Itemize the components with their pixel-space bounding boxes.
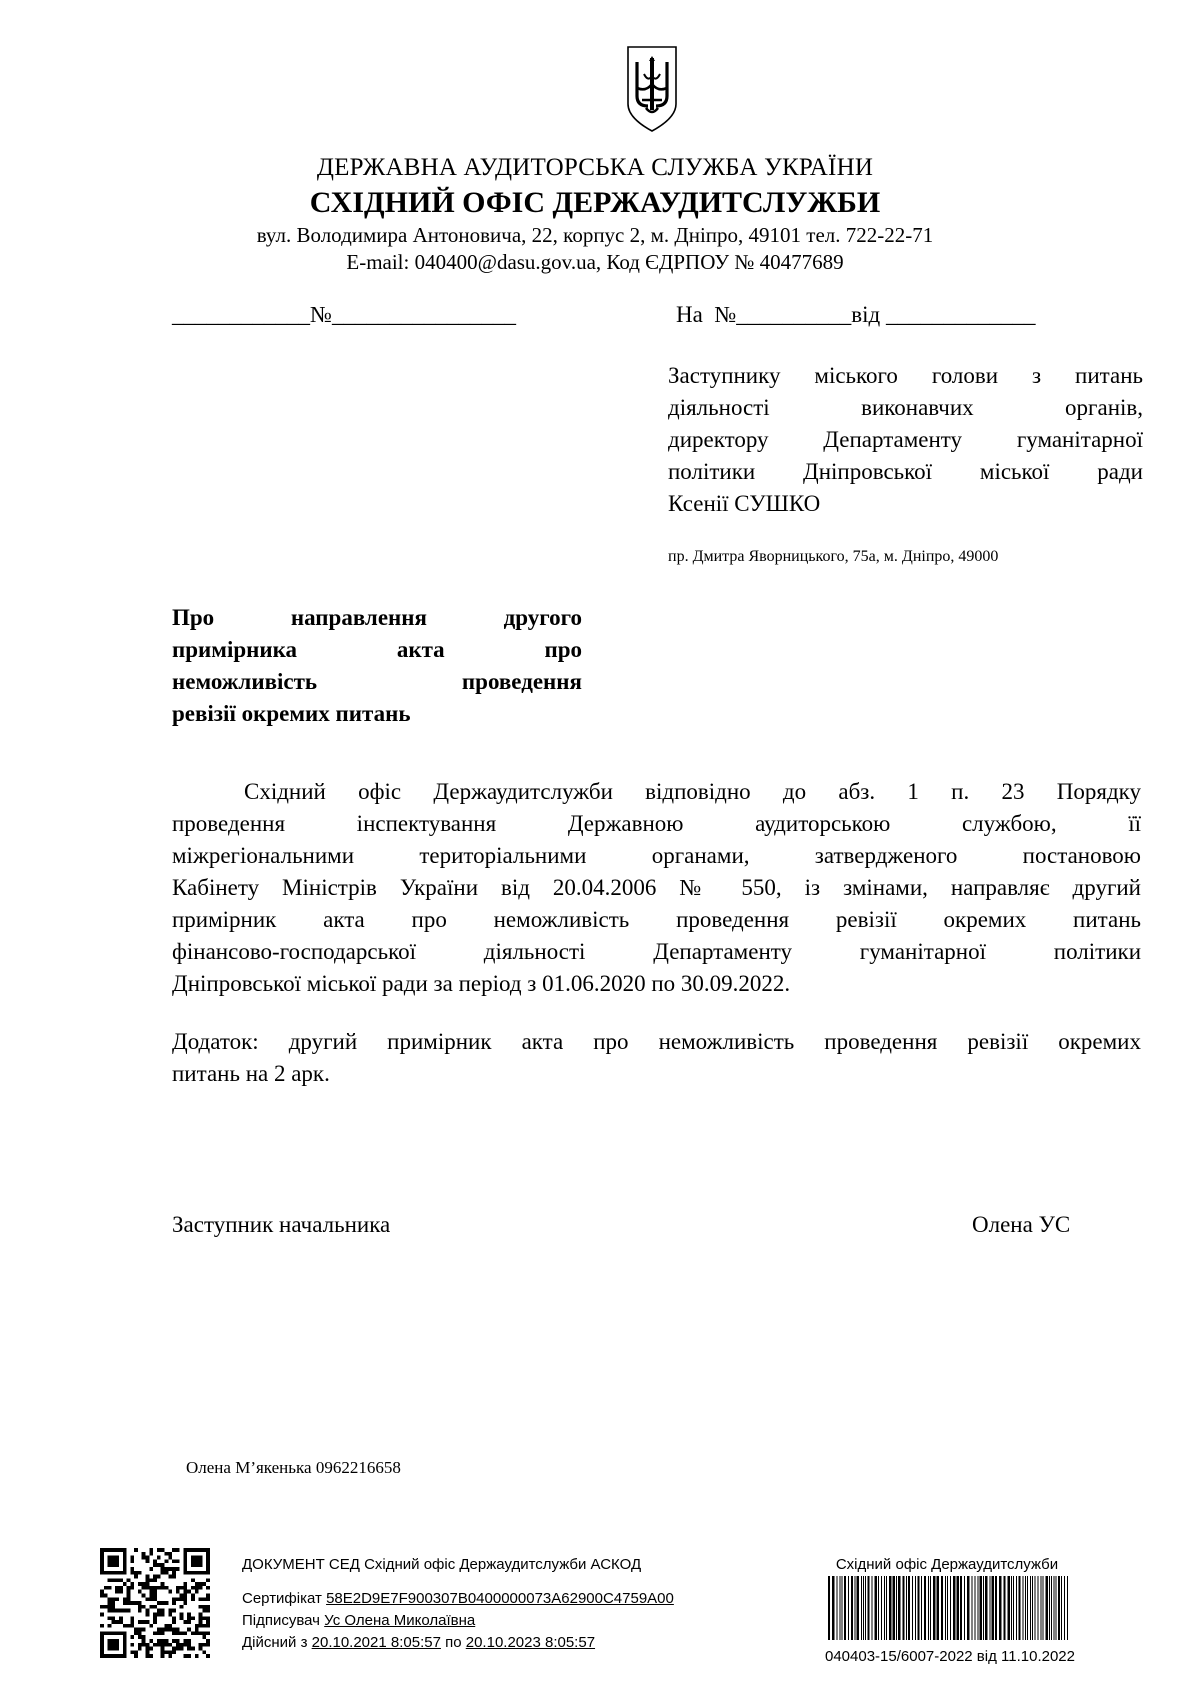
body-line: Східний офіс Держаудитслужби відповідно до абз. 1 п. 23 Порядку (244, 779, 1141, 804)
addressee-line: Ксенії СУШКО (668, 491, 821, 516)
sed-valid-to-label: по (445, 1634, 462, 1651)
body-line: Дніпровської міської ради за період з 01.06.2020 по 30.09.2022. (172, 971, 791, 996)
subject-line: ревізії окремих питань (172, 701, 411, 726)
body-line: міжрегіональними територіальними органами, затвердженого постановою (172, 843, 1141, 868)
attachment-paragraph (172, 1026, 1141, 1090)
office-address: вул. Володимира Антоновича, 22, корпус 2, м. Дніпро, 49101 тел. 722-22-71 (256, 223, 934, 247)
incoming-number-line: На №__________від _____________ (676, 302, 1036, 327)
addressee-block (668, 360, 1143, 520)
addressee-line: діяльності виконавчих органів, (668, 395, 1143, 420)
office-name: СХІДНИЙ ОФІС ДЕРЖАУДИТСЛУЖБИ (309, 186, 881, 219)
sed-validity (242, 1634, 595, 1651)
body-line: фінансово-господарської діяльності Департаменту гуманітарної політики (172, 939, 1141, 964)
sed-valid-from-label: Дійсний з (242, 1634, 308, 1651)
attachment-line: питань на 2 арк. (172, 1061, 330, 1086)
trident-emblem-icon (624, 44, 680, 134)
qr-code-icon (100, 1548, 210, 1658)
sed-signer-value: Ус Олена Миколаївна (324, 1612, 476, 1629)
barcode-org: Східний офіс Держаудитслужби (835, 1556, 1059, 1573)
addressee-line: політики Дніпровської міської ради (668, 459, 1143, 484)
signatory-name: Олена УС (972, 1212, 1071, 1237)
subject-block (172, 602, 582, 730)
document-registration-number: 040403-15/6007-2022 від 11.10.2022 (825, 1648, 1075, 1665)
sed-certificate-label: Сертифікат (242, 1590, 322, 1607)
barcode-icon (826, 1576, 1072, 1640)
attachment-line: Додаток: другий примірник акта про неможливість проведення ревізії окремих (172, 1029, 1141, 1054)
office-contacts: E-mail: 040400@dasu.gov.ua, Код ЄДРПОУ № 40477689 (346, 250, 844, 274)
agency-name: ДЕРЖАВНА АУДИТОРСЬКА СЛУЖБА УКРАЇНИ (316, 154, 874, 181)
signatory-position: Заступник начальника (172, 1212, 391, 1237)
body-line: Кабінету Міністрів України від 20.04.2006 № 550, із змінами, направляє другий (172, 875, 1141, 900)
addressee-line: Заступнику міського голови з питань (668, 363, 1143, 388)
sed-certificate (242, 1590, 674, 1607)
body-line: примірник акта про неможливість проведення ревізії окремих питань (172, 907, 1141, 932)
sed-signer (242, 1612, 475, 1629)
outgoing-number-line: ____________№________________ (172, 302, 516, 327)
subject-line: примірника акта про (172, 637, 582, 662)
body-line: проведення інспектування Державною аудиторською службою, її (172, 811, 1141, 836)
addressee-line: директору Департаменту гуманітарної (668, 427, 1143, 452)
addressee-street: пр. Дмитра Яворницького, 75а, м. Дніпро, 49000 (668, 548, 999, 565)
sed-valid-to: 20.10.2023 8:05:57 (465, 1634, 596, 1651)
subject-line: Про направлення другого (172, 605, 582, 630)
sed-signer-label: Підписувач (242, 1612, 320, 1629)
body-paragraph (172, 776, 1141, 1000)
sed-valid-from: 20.10.2021 8:05:57 (311, 1634, 441, 1651)
sed-stamp-title: ДОКУМЕНТ СЕД Східний офіс Держаудитслужби АСКОД (242, 1556, 642, 1573)
sed-certificate-value: 58E2D9E7F900307B0400000073A62900C4759A00 (326, 1590, 674, 1607)
executor-contact: Олена М’якенька 0962216658 (186, 1458, 401, 1477)
subject-line: неможливість проведення (172, 669, 582, 694)
